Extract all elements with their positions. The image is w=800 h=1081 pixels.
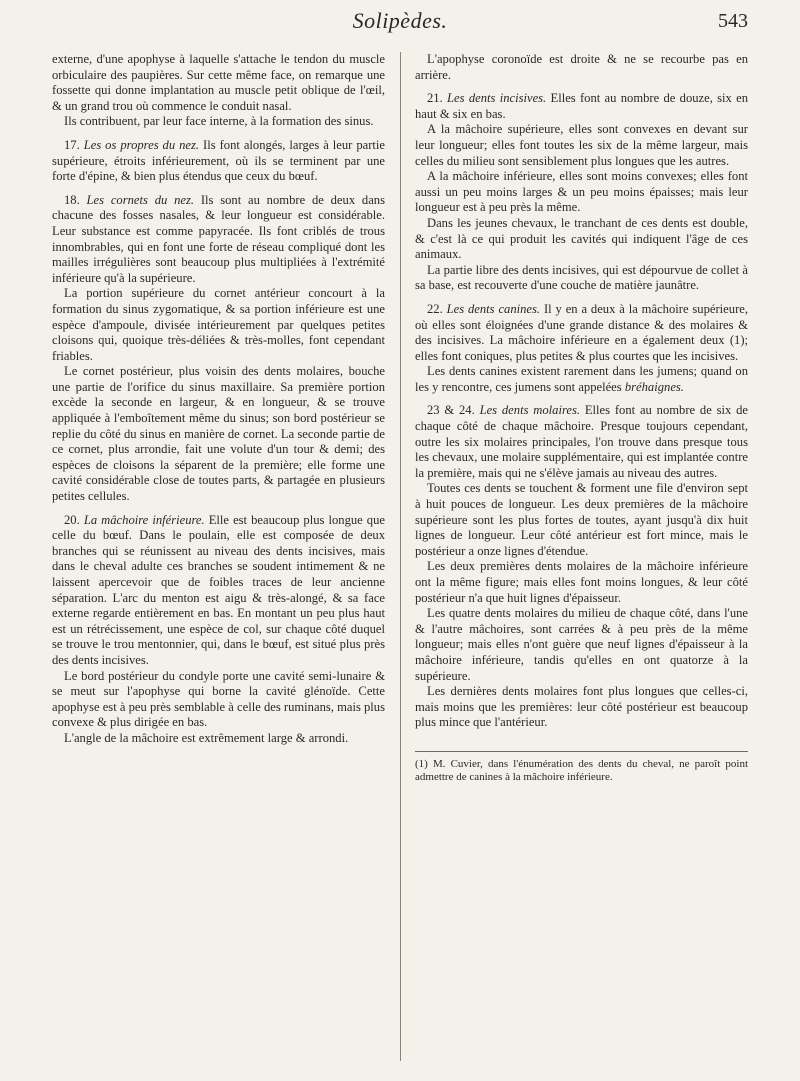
- right-column: [411, 52, 748, 1061]
- paragraph-deux-premieres: Les deux premières dents molaires de la mâchoire inférieure ont la même figure; mais elles font moins longues, & leur côté postérieur n'a que huit lignes d'épaisseur.: [415, 559, 749, 605]
- section-18: [52, 193, 385, 287]
- paragraph-incisives-inferieures: A la mâchoire inférieure, elles sont moins convexes; elles font aussi un peu moins larges & un peu moins épaisses; mais leur longueur est à peu près la même.: [415, 169, 749, 215]
- paragraph-coronoide: L'apophyse coronoïde est droite & ne se recourbe pas en arrière.: [415, 52, 749, 82]
- section-number: 18.: [64, 192, 80, 207]
- paragraph-quatre-molaires: Les quatre dents molaires du milieu de chaque côté, dans l'une & l'autre mâchoires, sont carrées & à peu près de la même longueur; mais elles n'ont guère que neuf lignes d'épaisseur à la mâchoire inférieure, tandis qu'elles en ont quatorze à la supérieure.: [415, 606, 749, 683]
- footnote-rule: [415, 751, 748, 752]
- paragraph-cornet-posterieur: Le cornet postérieur, plus voisin des dents molaires, bouche une partie de l'orifice du sinus maxillaire. Sa première portion excède la seconde en largeur, & en longueur, & se trouve appliquée à l'emboîtement même du sinus; son bord postérieur se replie du côté du sinus en manière de cornet. La seconde partie de ce cornet, plus arrondie, fait une volute d'un tour & demi; des espèces de cloisons la séparent de la première; elle forme une cavité considérable close de toutes parts, & partagée en plusieurs petites cellules.: [52, 364, 386, 504]
- section-text: Elles font au nombre de douze, six en haut & six en bas.: [415, 91, 749, 121]
- section-23-24: [415, 403, 748, 481]
- section-text: Ils font alongés, larges à leur partie supérieure, étroits inférieurement, où ils se terminent par une forte d'épine, & bien plus étendus que ceux du bœuf.: [52, 137, 386, 184]
- paragraph-file-dents: Toutes ces dents se touchent & forment une file d'environ sept à huit pouces de longueur. Les deux premières de la mâchoire supérieure sont les plus fortes de toutes, ayant jusqu'à dix huit lignes de longueur. Leur côté antérieur est fort mince, mais le postérieur a onze lignes d'étendue.: [415, 481, 749, 558]
- section-text: Elle est beaucoup plus longue que celle du bœuf. Dans le poulain, elle est composée de deux branches qui se réunissent au niveau des dents incisives, mais dans le cheval adulte ces branches se soudent intimement & ne laissent apercevoir que de foibles traces de leur ancienne séparation. L'arc du menton est aigu & très-alongé, & sa face externe regarde entièrement en bas. En montant un peu plus haut est un rétrécissement, une espèce de col, sur chaque côté duquel se trouve le trou mentonnier, qui, dans le bœuf, est situé plus près des dents incisives.: [52, 512, 386, 667]
- section-title: Les dents incisives.: [447, 91, 547, 106]
- section-title: Les os propres du nez.: [83, 137, 200, 152]
- left-column: [52, 52, 395, 1061]
- jumens-text: Les dents canines existent rarement dans les jumens; quand on les y rencontre, ces jumens sont appelées: [415, 364, 749, 394]
- paragraph-angle: L'angle de la mâchoire est extrêmement large & arrondi.: [64, 730, 349, 745]
- section-number: 22.: [427, 301, 443, 316]
- section-17: [52, 138, 385, 185]
- section-20: [52, 513, 385, 669]
- jumens-term: bréhaignes.: [624, 379, 684, 394]
- page-header: [52, 6, 748, 40]
- paragraph-continuation: externe, d'une apophyse à laquelle s'attache le tendon du muscle orbiculaire des paupières. Sur cette même face, on remarque une fossette qui donne implantation au muscle petit oblique de l'œil, & un grand trou où commence le conduit nasal.: [52, 52, 386, 113]
- section-text: Il y en a deux à la mâchoire supérieure, où elles sont éloignées d'une grande distance & des molaires & des incisives. La mâchoire inférieure en a également deux (1); elles font coniques, plus petites & plus courtes que les incisives.: [415, 301, 749, 363]
- section-number: 21.: [427, 91, 443, 106]
- two-column-body: [52, 52, 748, 1061]
- paragraph-incisives-superieures: A la mâchoire supérieure, elles sont convexes en devant sur leur longueur; elles font toutes les six de la même largeur, mais celles du milieu sont sensiblement plus longues que les autres.: [415, 122, 749, 168]
- section-title: Les dents molaires.: [479, 403, 581, 418]
- paragraph-dernieres-molaires: Les dernières dents molaires font plus longues que celles-ci, mais moins que les premières: leur côté postérieur est beaucoup plus mince que l'antérieur.: [415, 684, 749, 730]
- paragraph-partie-libre: La partie libre des dents incisives, qui est dépourvue de collet à sa base, est recouverte d'une couche de matière jaunâtre.: [415, 262, 749, 293]
- running-title: Solipèdes.: [352, 8, 448, 33]
- paragraph-jumens: [415, 364, 748, 395]
- paragraph-sinus: Ils contribuent, par leur face interne, à la formation des sinus.: [64, 114, 374, 129]
- paragraph-condyle: Le bord postérieur du condyle porte une cavité semi-lunaire & se meut sur l'apophyse qui borne la cavité glénoïde. Cette apophyse est à peu près semblable à celle des ruminans, mais plus convexe & plus dirigée en bas.: [52, 668, 386, 730]
- column-divider: [400, 52, 401, 1061]
- section-text: Elles font au nombre de six de chaque côté de chaque mâchoire. Presque toujours cependant, outre les six molaires principales, l'on trouve dans presque tous les chevaux, une molaire supplémentaire, qui est implantée contre la première, mais qui ne s'élève jamais au niveau des autres.: [415, 403, 749, 480]
- paragraph-cornet-anterieur: La portion supérieure du cornet antérieur concourt à la formation du sinus zygomatique, & sa portion inférieure est une espèce d'ampoule, divisée intérieurement par quelques petites cloisons qui, quoique très-déliées & très-molles, font cependant friables.: [52, 286, 386, 363]
- section-21: [415, 91, 748, 122]
- section-22: [415, 302, 748, 364]
- section-number: 23 & 24.: [427, 403, 475, 418]
- section-title: La mâchoire inférieure.: [83, 512, 205, 527]
- section-text: Ils sont au nombre de deux dans chacune des fosses nasales, & leur longueur est considérable. Leur substance est comme papyracée. Ils font criblés de trous innombrables, qui en font une forte de réseau compliqué dont les mailles irrégulières sont beaucoup plus multipliées à l'extrémité inférieure qu'à la supérieure.: [52, 192, 386, 285]
- page-number: 543: [718, 10, 748, 32]
- section-title: Les cornets du nez.: [86, 192, 195, 207]
- footnote: (1) M. Cuvier, dans l'énumération des dents du cheval, ne paroît point admettre de canines à la mâchoire inférieure.: [415, 757, 749, 784]
- section-title: Les dents canines.: [446, 301, 541, 316]
- section-number: 17.: [64, 137, 80, 152]
- paragraph-jeunes-chevaux: Dans les jeunes chevaux, le tranchant de ces dents est double, & c'est là ce qui produit les cavités qui indiquent l'âge de ces animaux.: [415, 215, 749, 262]
- section-number: 20.: [64, 512, 80, 527]
